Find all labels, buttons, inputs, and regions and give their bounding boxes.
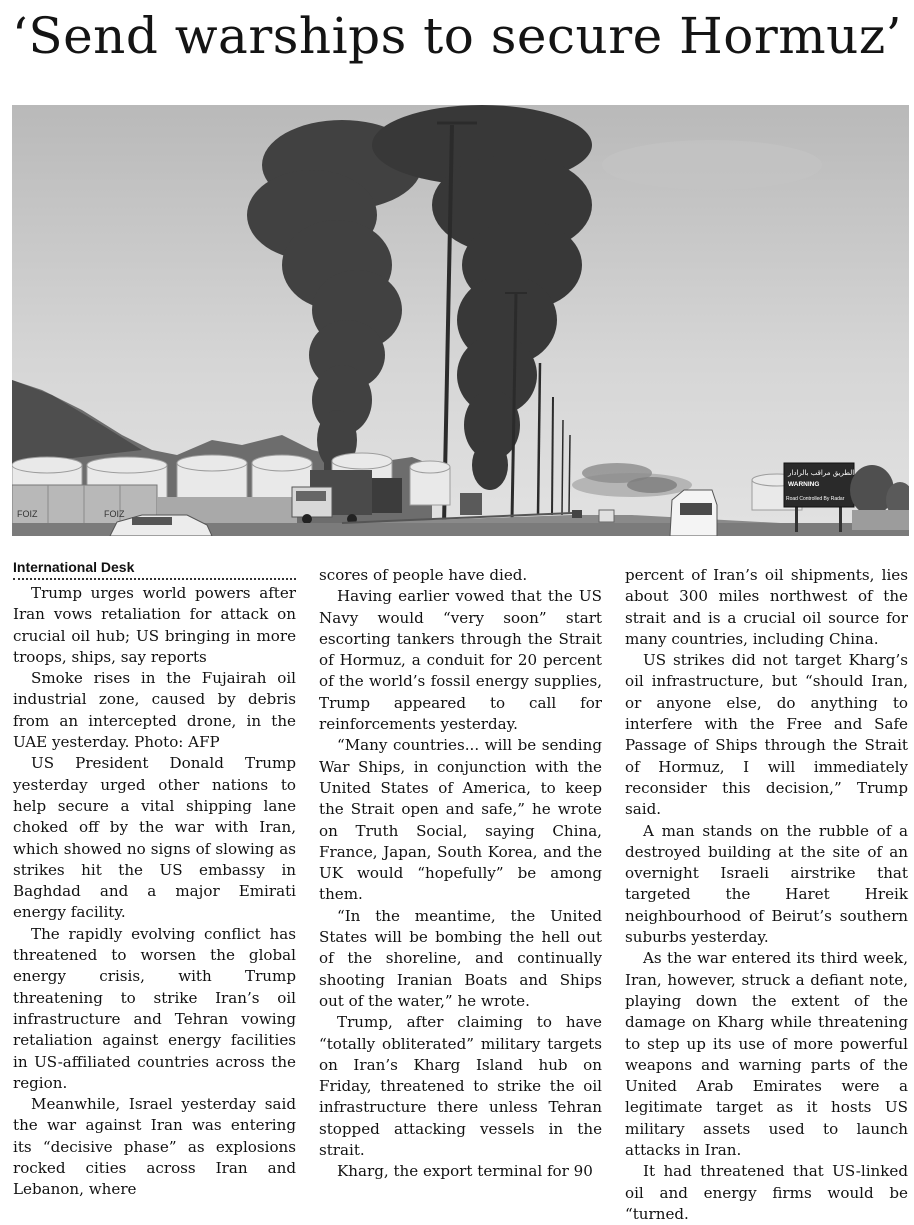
paragraph: Trump, after claiming to have “totally obliterated” military targets on Iran’s Kharg Island hub on Friday, threatened to strike the oil infrastructure there unless Tehran stopped attacking vessels in the strait. <box>319 1013 602 1160</box>
paragraph: The rapidly evolving conflict has threatened to worsen the global energy crisis, with Trump threatening to strike Iran’s oil infrastructure and Tehran vowing retaliation against energy facilities in US-affiliated countries across the region. <box>13 924 296 1092</box>
paragraph: Kharg, the export terminal for 90 <box>337 1162 593 1181</box>
article-column-3 <box>625 565 908 1225</box>
paragraph: It had threatened that US-linked oil and energy firms would be “turned. <box>625 1162 908 1223</box>
subheadline: Trump urges world powers after Iran vows retaliation for attack on crucial oil hub; US bringing in more troops, ships, say reports <box>13 584 296 666</box>
article-column-2 <box>319 565 602 1183</box>
paragraph: US President Donald Trump yesterday urged other nations to help secure a vital shipping lane choked off by the war with Iran, which showed no signs of slowing as strikes hit the US embassy in Baghdad and a major Emirati energy facility. <box>13 754 296 922</box>
article-column-1 <box>13 557 296 1201</box>
news-photo <box>12 105 909 536</box>
van <box>670 490 717 536</box>
sign-arabic-text: الطريق مراقب بالرادار <box>788 469 855 477</box>
sign-radar-text: Road Controlled By Radar <box>786 496 845 502</box>
headline: ‘Send warships to secure Hormuz’ <box>11 7 903 65</box>
photo-caption: Smoke rises in the Fujairah oil industrial zone, caused by debris from an intercepted drone, in the UAE yesterday. Photo: AFP <box>13 669 296 752</box>
paragraph: “Many countries... will be sending War Ships, in conjunction with the United States of America, to keep the Strait open and safe,” he wrote on Truth Social, saying China, France, Japan, South Korea, and the UK would “hopefully” be among them. <box>319 736 602 904</box>
wall-label-1: FOIZ <box>17 509 38 519</box>
wall-label-2: FOIZ <box>104 509 125 519</box>
paragraph: As the war entered its third week, Iran, however, struck a defiant note, playing down the extent of the damage on Kharg while threatening to step up its use of more powerful weapons and warning parts of the United Arab Emirates were a legitimate target as it hosts US military assets used to launch attacks in Iran. <box>625 949 908 1160</box>
paragraph: A man stands on the rubble of a destroyed building at the site of an overnight Israeli airstrike that targeted the Haret Hreik neighbourhood of Beirut’s southern suburbs yesterday. <box>625 821 908 947</box>
paragraph: Meanwhile, Israel yesterday said the war against Iran was entering its “decisive phase” as explosions rocked cities across Iran and Lebanon, where <box>13 1095 296 1199</box>
paragraph: percent of Iran’s oil shipments, lies about 300 miles northwest of the strait and is a crucial oil source for many countries, including China. <box>625 566 908 648</box>
section-label: International Desk <box>13 557 296 580</box>
paragraph: Having earlier vowed that the US Navy would “very soon” start escorting tankers through the Strait of Hormuz, a conduit for 20 percent of the world’s fossil energy supplies, Trump appeared to call for reinforcements yesterday. <box>319 587 602 734</box>
sign-warning-text: WARNING <box>788 481 820 488</box>
paragraph: “In the meantime, the United States will be bombing the hell out of the shoreline, and continually shooting Iranian Boats and Ships out of the water,” he wrote. <box>319 906 602 1010</box>
paragraph: scores of people have died. <box>319 566 528 584</box>
paragraph: US strikes did not target Kharg’s oil infrastructure, but “should Iran, or anyone else, do anything to interfere with the Free and Safe Passage of Ships through the Strait of Hormuz, I will immediately reconsider this decision,” Trump said. <box>625 651 908 819</box>
